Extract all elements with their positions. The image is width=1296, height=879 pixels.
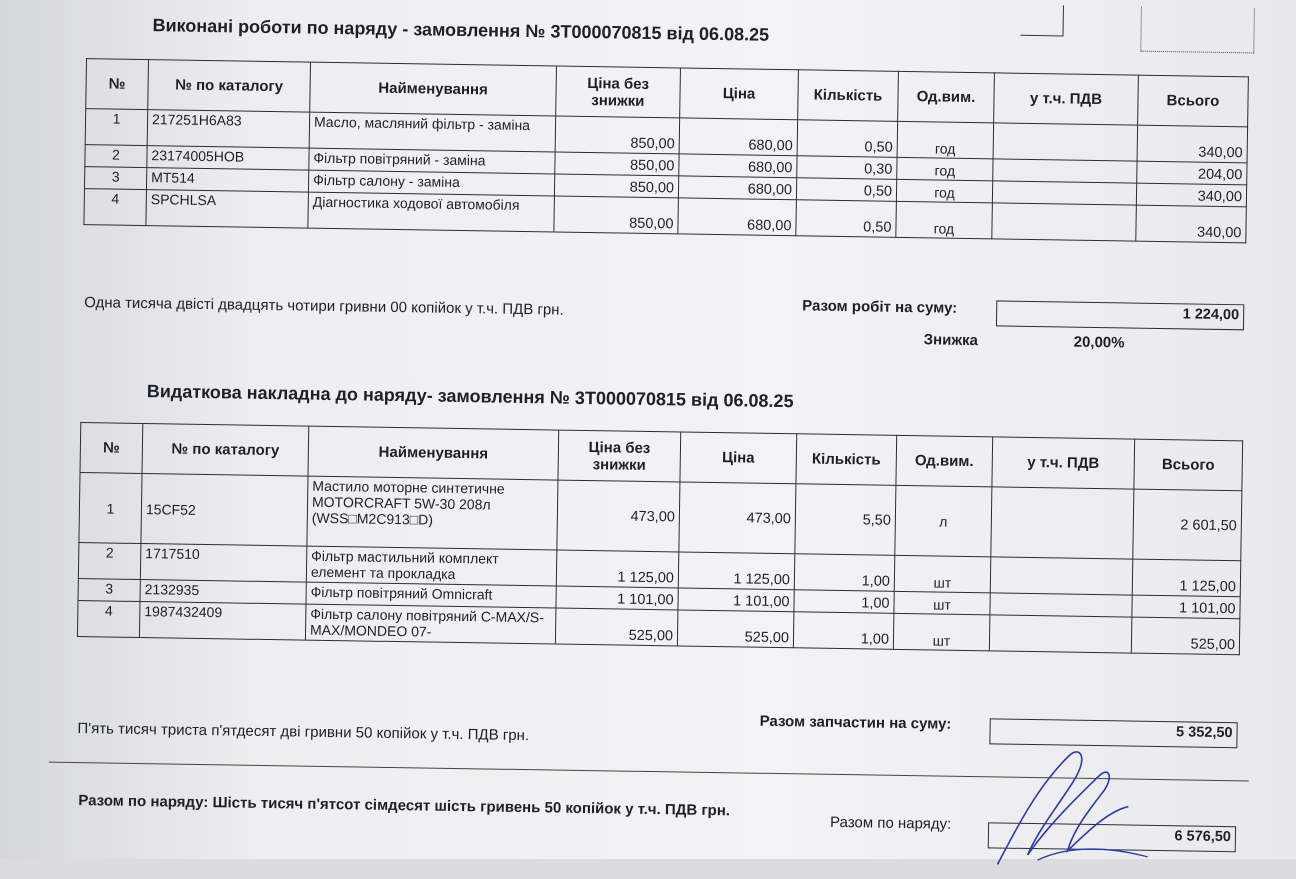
row-no: 4 bbox=[77, 601, 140, 638]
row-price: 1 101,00 bbox=[678, 588, 794, 612]
row-qty: 1,00 bbox=[794, 554, 895, 592]
grand-total-value: 6 576,50 bbox=[988, 822, 1236, 852]
works-table bbox=[83, 58, 1248, 243]
row-qty: 0,50 bbox=[796, 178, 896, 202]
row-name: Діагностика ходової автомобіля bbox=[308, 192, 555, 232]
row-price: 680,00 bbox=[679, 154, 797, 178]
row-price-full: 850,00 bbox=[555, 116, 680, 154]
row-unit: год bbox=[897, 157, 993, 181]
parts-sum-label: Разом запчастин на суму: bbox=[759, 712, 952, 733]
row-unit: шт bbox=[894, 591, 990, 615]
row-price-full: 850,00 bbox=[554, 196, 679, 234]
row-vat bbox=[990, 593, 1132, 617]
row-total: 1 101,00 bbox=[1132, 595, 1240, 619]
row-price: 680,00 bbox=[679, 118, 798, 156]
row-unit: год bbox=[896, 179, 992, 203]
col-price: Ціна bbox=[680, 68, 799, 120]
signature bbox=[977, 734, 1159, 877]
row-catalog: 217251H6A83 bbox=[147, 110, 310, 149]
row-catalog: 1987432409 bbox=[139, 602, 306, 641]
col-catalog: № по каталогу bbox=[148, 60, 311, 113]
row-name: Фільтр повітряний Omnicraft bbox=[306, 582, 556, 608]
row-price-full: 1 101,00 bbox=[556, 586, 678, 610]
row-no: 2 bbox=[85, 145, 147, 168]
row-vat bbox=[993, 123, 1138, 161]
row-name: Фільтр салону повітряний C-MAX/S-MAX/MONDEO 07- bbox=[305, 604, 556, 644]
col-no: № bbox=[86, 59, 149, 110]
row-name: Фільтр мастильний комплект елемент та прокладка bbox=[306, 546, 557, 586]
row-price-full: 1 125,00 bbox=[556, 550, 679, 588]
row-catalog: 15CF52 bbox=[141, 474, 308, 547]
row-price: 680,00 bbox=[678, 198, 797, 236]
row-qty: 1,00 bbox=[794, 590, 894, 614]
row-no: 3 bbox=[84, 167, 146, 190]
row-qty: 5,50 bbox=[795, 484, 896, 556]
row-vat bbox=[992, 203, 1137, 241]
grand-total-words: Разом по наряду: Шість тисяч п'ятсот сімдесят шість гривень 50 копійок у т.ч. ПДВ грн. bbox=[78, 792, 731, 820]
row-no: 1 bbox=[85, 109, 148, 146]
row-vat bbox=[991, 487, 1134, 559]
col-vat: у т.ч. ПДВ bbox=[992, 437, 1135, 489]
row-qty: 1,00 bbox=[793, 612, 894, 650]
row-vat bbox=[993, 159, 1137, 183]
row-no: 4 bbox=[84, 189, 147, 226]
row-qty: 0,30 bbox=[797, 156, 897, 180]
row-price: 1 125,00 bbox=[678, 552, 795, 590]
row-name: Фільтр повітряний - заміна bbox=[309, 148, 555, 174]
row-unit: л bbox=[895, 485, 992, 556]
row-price-full: 473,00 bbox=[557, 480, 680, 552]
col-total: Всього bbox=[1138, 75, 1249, 127]
parts-sum-words: П'ять тисяч триста п'ятдесят дві гривни 50 копійок у т.ч. ПДВ грн. bbox=[77, 720, 530, 745]
row-no: 1 bbox=[79, 473, 142, 544]
works-sum-words: Одна тисяча двісті двадцять чотири гривни 00 копійок у т.ч. ПДВ грн. bbox=[84, 294, 564, 319]
row-catalog: SPCHLSA bbox=[146, 190, 309, 229]
row-price: 473,00 bbox=[679, 482, 796, 554]
works-title: Виконані роботи по наряду - замовлення № 3Т000070815 від 06.08.25 bbox=[152, 15, 770, 45]
row-name: Мастило моторне синтетичне MOTORCRAFT 5W-30 208л (WSS□M2C913□D) bbox=[307, 476, 558, 550]
row-unit: год bbox=[896, 201, 993, 239]
discount-value: 20,00% bbox=[1073, 333, 1125, 352]
col-name: Найменування bbox=[310, 62, 557, 116]
row-price: 525,00 bbox=[677, 610, 794, 648]
row-price: 680,00 bbox=[678, 176, 796, 200]
col-name: Найменування bbox=[308, 426, 559, 480]
row-total: 1 125,00 bbox=[1132, 559, 1241, 597]
row-total: 525,00 bbox=[1131, 617, 1240, 655]
row-catalog: MT514 bbox=[146, 168, 308, 193]
col-unit: Од.вим. bbox=[898, 71, 995, 123]
discount-label: Знижка bbox=[923, 331, 979, 350]
header-box bbox=[1020, 5, 1063, 37]
row-total: 340,00 bbox=[1137, 125, 1248, 163]
works-sum-value: 1 224,00 bbox=[996, 300, 1244, 330]
row-no: 3 bbox=[78, 579, 140, 602]
row-qty: 0,50 bbox=[796, 200, 897, 238]
row-name: Масло, масляний фільтр - заміна bbox=[309, 112, 556, 152]
col-qty: Кількість bbox=[796, 434, 897, 486]
row-total: 340,00 bbox=[1136, 205, 1247, 243]
row-unit: шт bbox=[894, 555, 991, 593]
col-price-full: Ціна без знижки bbox=[558, 430, 681, 482]
works-sum-label: Разом робіт на суму: bbox=[802, 297, 958, 317]
col-no: № bbox=[80, 423, 143, 474]
row-vat bbox=[990, 557, 1133, 595]
row-total: 2 601,50 bbox=[1133, 489, 1242, 561]
parts-table bbox=[77, 422, 1243, 655]
row-price-full: 850,00 bbox=[555, 152, 679, 176]
row-name: Фільтр салону - заміна bbox=[308, 170, 554, 196]
row-unit: шт bbox=[893, 613, 990, 651]
row-price-full: 850,00 bbox=[554, 174, 678, 198]
row-vat bbox=[992, 181, 1136, 205]
row-price-full: 525,00 bbox=[555, 608, 678, 646]
col-vat: у т.ч. ПДВ bbox=[994, 73, 1139, 125]
row-total: 204,00 bbox=[1137, 161, 1247, 185]
col-price: Ціна bbox=[680, 432, 797, 484]
col-unit: Од.вим. bbox=[896, 435, 993, 487]
col-total: Всього bbox=[1134, 439, 1243, 491]
grand-total-label: Разом по наряду: bbox=[829, 813, 952, 833]
dotted-box bbox=[1140, 7, 1255, 54]
col-catalog: № по каталогу bbox=[142, 424, 309, 477]
row-unit: год bbox=[897, 121, 994, 159]
row-vat bbox=[989, 615, 1132, 653]
row-qty: 0,50 bbox=[797, 120, 898, 158]
parts-sum-value: 5 352,50 bbox=[989, 718, 1237, 748]
row-catalog: 1717510 bbox=[140, 544, 307, 583]
row-catalog: 2132935 bbox=[140, 580, 306, 605]
row-no: 2 bbox=[78, 543, 141, 580]
parts-title: Видаткова накладна до наряду- замовлення № 3Т000070815 від 06.08.25 bbox=[146, 381, 794, 412]
row-catalog: 23174005HOB bbox=[147, 146, 309, 171]
col-qty: Кількість bbox=[798, 70, 899, 122]
row-total: 340,00 bbox=[1136, 183, 1246, 207]
col-price-full: Ціна без знижки bbox=[556, 66, 681, 118]
